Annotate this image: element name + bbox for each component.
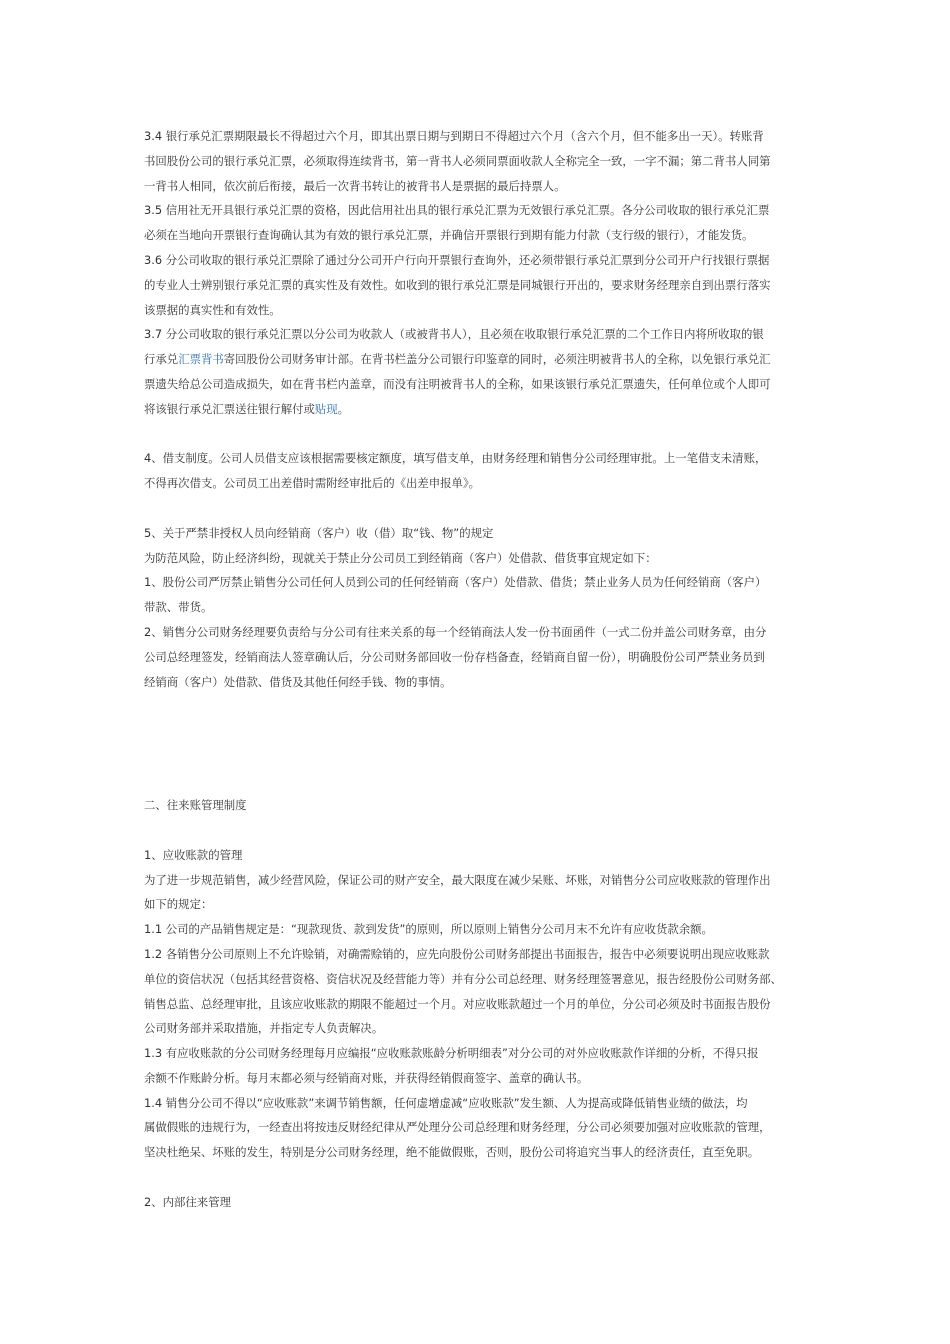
text-line: 单位的资信状况（包括其经营资格、资信状况及经营能力等）并有分公司总经理、财务经理签署意见，报告经股份公司财务部、 <box>144 971 782 986</box>
text-line: 不得再次借支。公司员工出差借时需附经审批后的《出差申报单》。 <box>144 476 481 491</box>
section-gap <box>144 694 812 768</box>
text-line: 3.6 分公司收取的银行承兑汇票除了通过分公司开户行向开票银行查询外，还必须带银行承兑汇票到分公司开户行找银行票据 <box>144 252 770 267</box>
text-line: 1.3 有应收账款的分公司财务经理每月应编报“应收账款账龄分析明细表”对分公司的对外应收账款作详细的分析，不得只报 <box>144 1046 759 1061</box>
subsection-heading: 1、应收账款的管理 <box>144 847 243 862</box>
text-line: 为防范风险，防止经济纠纷，现就关于禁止分公司员工到经销商（客户）处借款、借货事宜规定如下： <box>144 550 657 565</box>
text-line: 带款、带货。 <box>144 600 213 615</box>
text-line: 2、销售分公司财务经理要负责给与分公司有往来关系的每一个经销商法人发一份书面函件（一式二份并盖公司财务章，由分 <box>144 624 767 639</box>
text-line: 公司总经理签发，经销商法人签章确认后，分公司财务部回收一份存档备查，经销商自留一份），明确股份公司严禁业务员到 <box>144 649 765 664</box>
paragraph-gap <box>144 422 812 447</box>
text-line: 公司财务部并采取措施，并指定专人负责解决。 <box>144 1021 384 1036</box>
paragraph-gap <box>144 1165 812 1190</box>
paragraph-gap <box>144 496 812 521</box>
text-line: 一背书人相同，依次前后衔接，最后一次背书转让的被背书人是票据的最后持票人。 <box>144 178 566 193</box>
document-body <box>144 124 812 1215</box>
text-line: 余额不作账龄分析。每月末都必须与经销商对账，并获得经销假商签字、盖章的确认书。 <box>144 1070 589 1085</box>
link-discount[interactable]: 贴现 <box>314 401 338 416</box>
text-line: 3.7 分公司收取的银行承兑汇票以分公司为收款人（或被背书人），且必须在收取银行承兑汇票的二个工作日内将所收取的银 <box>144 327 764 342</box>
text-segment: 行承兑 <box>144 352 179 367</box>
text-line: 1.2 各销售分公司原则上不允许赊销，对确需赊销的，应先向股份公司财务部提出书面报告，报告中必须要说明出现应收账款 <box>144 946 770 961</box>
text-line: 必须在当地向开票银行查询确认其为有效的银行承兑汇票，并确信开票银行到期有能力付款（支行级的银行），才能发货。 <box>144 228 754 243</box>
link-endorsement[interactable]: 汇票背书 <box>178 352 224 367</box>
text-line: 书回股份公司的银行承兑汇票，必须取得连续背书，第一背书人必须同票面收款人全称完全一致，一字不漏；第二背书人同第 <box>144 153 771 168</box>
text-segment: 。 <box>337 401 350 416</box>
text-line <box>144 347 812 372</box>
text-segment: 寄回股份公司财务审计部。在背书栏盖分公司银行印鉴章的同时，必须注明被背书人的全称，以免银行承兑汇 <box>223 352 771 367</box>
subsection-heading: 2、内部往来管理 <box>144 1194 231 1209</box>
text-line: 属做假账的违规行为，一经查出将按违反财经纪律从严处理分公司总经理和财务经理，分公司必须要加强对应收账款的管理， <box>144 1120 771 1135</box>
text-line <box>144 397 812 422</box>
text-line: 销售总监、总经理审批，且该应收账款的期限不能超过一个月。对应收账款超过一个月的单位，分公司必须及时书面报告股份 <box>144 996 771 1011</box>
text-line: 3.5 信用社无开具银行承兑汇票的资格，因此信用社出具的银行承兑汇票为无效银行承兑汇票。各分公司收取的银行承兑汇票 <box>144 203 770 218</box>
text-line: 经销商（客户）处借款、借货及其他任何经手钱、物的事情。 <box>144 674 452 689</box>
text-line: 1.4 销售分公司不得以“应收账款”来调节销售额，任何虚增虚减“应收账款”发生额、人为提高或降低销售业绩的做法，均 <box>144 1095 748 1110</box>
paragraph-gap <box>144 768 812 793</box>
text-line: 3.4 银行承兑汇票期限最长不得超过六个月，即其出票日期与到期日不得超过六个月（含六个月，但不能多出一天）。转账背 <box>144 129 764 143</box>
section-heading: 二、往来账管理制度 <box>144 798 247 813</box>
text-line: 5、关于严禁非授权人员向经销商（客户）收（借）取“钱、物”的规定 <box>144 525 494 540</box>
text-line: 1.1 公司的产品销售规定是：“现款现货、款到发货”的原则，所以原则上销售分公司月末不允许有应收货款余额。 <box>144 922 713 937</box>
text-line: 如下的规定： <box>144 897 213 912</box>
paragraph-gap <box>144 818 812 843</box>
text-line: 的专业人士辨别银行承兑汇票的真实性及有效性。如收到的银行承兑汇票是同城银行开出的，要求财务经理亲自到出票行落实 <box>144 277 771 292</box>
text-line: 票遗失给总公司造成损失，如在背书栏内盖章，而没有注明被背书人的全称，如果该银行承兑汇票遗失，任何单位或个人即可 <box>144 376 771 391</box>
text-line: 4、借支制度。公司人员借支应该根据需要核定额度，填写借支单，由财务经理和销售分公司经理审批。上一笔借支未清账， <box>144 451 767 466</box>
text-line: 坚决杜绝呆、坏账的发生，特别是分公司财务经理，绝不能做假账，否则，股份公司将追究当事人的经济责任，直至免职。 <box>144 1145 760 1160</box>
text-segment: 将该银行承兑汇票送往银行解付或 <box>144 401 315 416</box>
text-line: 为了进一步规范销售，减少经营风险，保证公司的财产安全，最大限度在减少呆账、坏账，对销售分公司应收账款的管理作出 <box>144 872 771 887</box>
text-line: 该票据的真实性和有效性。 <box>144 302 281 317</box>
text-line: 1、股份公司严厉禁止销售分公司任何人员到公司的任何经销商（客户）处借款、借货；禁止业务人员为任何经销商（客户） <box>144 575 767 590</box>
